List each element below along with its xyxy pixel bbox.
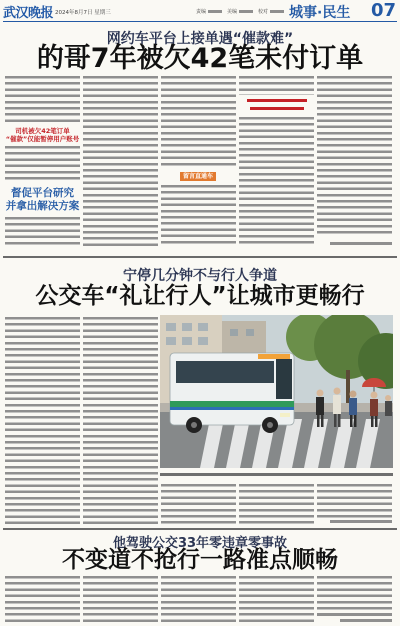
body-text-lines [317,576,392,610]
article-subhead [250,107,304,110]
body-text-lines [5,146,80,183]
body-text-lines [5,217,80,248]
article-subhead-featured [5,187,80,213]
article-kicker: 宁停几分钟不与行人争道 [123,268,277,284]
body-text-lines [5,576,80,622]
article-headline: 公交车“礼让行人”让城市更畅行 [35,283,365,309]
staff-credits [196,8,289,15]
article-subhead [247,99,307,102]
body-text-lines [5,317,80,525]
body-text-lines [161,185,236,247]
subhead-line: “催款”仅能暂停用户账号 [5,135,80,143]
staff-name [239,10,253,13]
staff-name [270,10,284,13]
staff-label-editor: 责编 [196,9,207,15]
column-tag: 留言直通车 [180,172,216,181]
body-text-lines [239,484,314,525]
body-text-lines [317,76,392,237]
subhead-line: 并拿出解决方案 [5,200,80,212]
body-text-lines [161,76,236,169]
body-text-lines [5,76,80,125]
masthead-logo: 武汉晚报 [3,6,54,21]
article-byline [340,619,392,622]
article-headline: 的哥7年被欠42笔未付订单 [36,43,364,74]
bus [170,353,294,433]
masthead-rule [3,21,397,22]
staff-name [208,10,222,13]
body-text-lines [83,317,158,525]
news-photo [160,315,393,468]
article-headline: 不变道不抢行一路准点顺畅 [62,547,338,573]
article-divider [3,256,397,258]
staff-label-proofreader: 校对 [258,9,269,15]
article-divider [3,528,397,530]
subhead-line: 督促平台研究 [11,187,74,199]
article-byline [330,242,392,245]
body-text-lines [83,576,158,622]
body-text-lines [239,576,314,622]
body-text-lines [83,76,158,249]
photo-caption [160,473,393,476]
body-text-lines [161,576,236,622]
article-subhead [5,127,80,143]
body-text-lines [239,76,314,95]
subhead-line: 司机被欠42笔订单 [15,127,70,135]
staff-label-designer: 美编 [227,9,238,15]
photo-illustration [160,315,393,468]
article-kicker: 网约车平台上接单遇“催款难” [106,31,294,47]
body-text-lines [239,117,314,247]
article-kicker: 他驾驶公交33年零违章零事故 [112,536,288,551]
issue-date: 2024年8月7日 星期三 [55,10,111,16]
section-name: 城事·民生 [289,5,351,21]
article-byline [330,520,392,523]
body-text-lines [317,484,392,519]
body-text-lines [161,484,236,525]
article-byline [317,613,392,616]
page-number: 07 [371,0,397,21]
